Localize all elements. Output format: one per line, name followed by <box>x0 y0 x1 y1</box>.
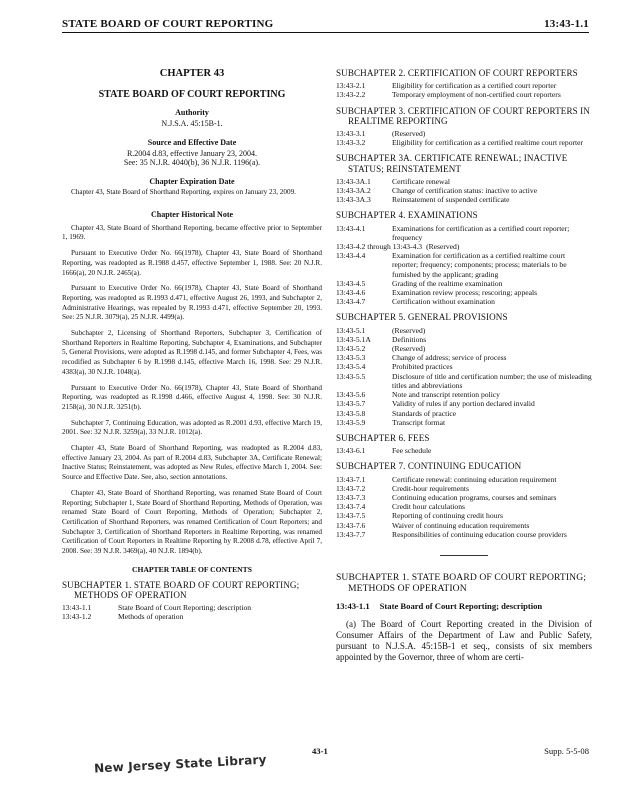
toc-entry <box>336 90 592 99</box>
history-note: Pursuant to Executive Order No. 66(1978), Chapter 43, State Board of Shorthand Reporting, was readopted as R.1988 d.457, effective September 1, 1988. See: 20 N.J.R. 1666(a), 20 N.J.R. 2465(a). <box>62 249 322 277</box>
toc-entry-text: Change of address; service of process <box>392 353 507 363</box>
toc-entry-text: Credit-hour requirements <box>392 483 469 493</box>
toc-entry-number: 13:43-7.7 <box>336 529 366 539</box>
history-note: Chapter 43, State Board of Shorthand Reporting, became effective prior to September 1, 1969. <box>62 223 322 242</box>
toc-entry-text: Examinations for certification as a certified court reporter; frequency <box>392 223 570 242</box>
supplement-date: Supp. 5-5-08 <box>544 746 589 756</box>
toc-subchapter-heading: SUBCHAPTER 3. CERTIFICATION OF COURT REPORTERS IN REALTIME REPORTING <box>336 105 590 126</box>
toc-entry-number: 13:43-3A.3 <box>336 195 371 205</box>
chapter-title: CHAPTER 43 <box>159 68 225 79</box>
toc-entry <box>336 409 592 418</box>
toc-entry-number: 13:43-5.4 <box>336 362 366 372</box>
divider-rule <box>440 555 488 556</box>
toc-entry-number: 13:43-5.5 <box>336 371 366 381</box>
history-note: Subchapter 2, Licensing of Shorthand Reporters, Subchapter 3, Certification of Shorthand Reporters in Realtime Reporting, Subchapter 4, Examinations, and Subchapter 5, General Provisions, were adopted as R.1998 d.145, and former Subchapter 4, Fees, was recodified as Subchapter 6 by R.1998 d.145, effective March 16, 1998. See: 29 N.J.R. 4383(a), 30 N.J.R. 1048(a). <box>62 329 322 376</box>
toc-entry-text: (Reserved) <box>392 325 426 335</box>
toc-entry-number: 13:43-3A.1 <box>336 176 371 186</box>
toc-subchapter-heading: SUBCHAPTER 7. CONTINUING EDUCATION <box>336 461 522 472</box>
toc-entry <box>336 81 592 90</box>
section-number: 13:43-1.1 <box>336 600 370 611</box>
toc-subchapter-heading: SUBCHAPTER 5. GENERAL PROVISIONS <box>336 312 508 323</box>
toc-entry <box>336 446 592 455</box>
history-heading: Chapter Historical Note <box>150 209 234 219</box>
toc-entry-number: 13:43-3A.2 <box>336 186 371 196</box>
toc-subchapter-1: SUBCHAPTER 1. STATE BOARD OF COURT REPORTING; METHODS OF OPERATION <box>62 579 300 600</box>
toc-entry-number: 13:43-7.2 <box>336 483 366 493</box>
header-section-number: 13:43-1.1 <box>544 18 589 30</box>
toc-entry-text: Examination for certification as a certified realtime court reporter; frequency; components; process; materials to be furnished by the applicant; grading <box>392 251 567 279</box>
history-note: Pursuant to Executive Order No. 66(1978), Chapter 43, State Board of Shorthand Reporting, was readopted as R.1998 d.466, effective August 4, 1998. See: 30 N.J.R. 2158(a), 30 N.J.R. 3251(b). <box>62 383 322 411</box>
toc-entry-number: 13:43-4.2 through 13:43-4.3 <box>336 242 423 252</box>
toc-entry-number: 13:43-5.3 <box>336 353 366 363</box>
toc-entry <box>336 530 592 539</box>
toc-entry-text: Eligibility for certification as a certified court reporter <box>392 81 557 91</box>
toc-entry <box>62 612 322 621</box>
toc-entry-number: 13:43-7.3 <box>336 492 366 502</box>
toc-entry-text: Disclosure of title and certification number; the use of misleading titles and abbreviations <box>392 371 592 390</box>
toc-entry-text: Prohibited practices <box>392 362 453 372</box>
toc-entry-text: Examination review process; rescoring; appeals <box>392 288 538 298</box>
section-heading <box>336 601 592 611</box>
toc-entry-text: Certificate renewal: continuing education requirement <box>392 474 557 484</box>
toc-entry <box>336 186 592 195</box>
history-note: Subchapter 7, Continuing Education, was adopted as R.2001 d.93, effective March 19, 2001. See: 32 N.J.R. 3259(a), 33 N.J.R. 1012(a). <box>62 418 322 437</box>
toc-entry-number: 13:43-4.4 <box>336 251 366 261</box>
source-line-1: R.2004 d.83, effective January 23, 2004. <box>126 149 258 158</box>
toc-entry-number: 13:43-5.1A <box>336 334 371 344</box>
toc-continued <box>336 68 592 545</box>
toc-entry-text: (Reserved) <box>392 344 426 354</box>
toc-entry <box>336 502 592 511</box>
history-note: Pursuant to Executive Order No. 66(1978), Chapter 43, State Board of Shorthand Reporting, was readopted as R.1993 d.471, effective August 26, 1993, and Subchapter 2, Administrative Hearings, was repealed by R.1993 d.471, effective September 20, 1993. See: 25 N.J.R. 3079(a), 25 N.J.R. 4499(a). <box>62 284 322 322</box>
toc-entry <box>336 251 592 279</box>
toc-entry-text: Fee schedule <box>392 446 432 456</box>
authority-text: N.J.S.A. 45:15B-1. <box>161 119 223 128</box>
section-paragraph-a: (a) The Board of Court Reporting created in the Division of Consumer Affairs of the Department of Law and Public Safety, pursuant to N.J.S.A. 45:15B-1 et seq., consists of six members appointed by the Governor, three of whom are certi- <box>336 618 592 663</box>
toc-entry <box>336 224 592 242</box>
toc-entry <box>336 344 592 353</box>
toc-entry-text: Standards of practice <box>392 408 457 418</box>
body-subchapter-heading: SUBCHAPTER 1. STATE BOARD OF COURT REPORTING; METHODS OF OPERATION <box>336 571 587 595</box>
toc-entry-number: 13:43-7.6 <box>336 520 366 530</box>
toc-entry-number: 13:43-3.2 <box>336 138 366 148</box>
toc-entry-text: Continuing education programs, courses and seminars <box>392 492 557 502</box>
toc-entry <box>336 372 592 390</box>
toc-entry-number: 13:43-5.1 <box>336 325 366 335</box>
toc-entry-number: 13:43-5.2 <box>336 344 366 354</box>
toc-subchapter-heading: SUBCHAPTER 4. EXAMINATIONS <box>336 210 478 221</box>
toc-heading: CHAPTER TABLE OF CONTENTS <box>132 564 252 574</box>
toc-entry-number: 13:43-7.1 <box>336 474 366 484</box>
toc-entry <box>336 390 592 399</box>
toc-entry <box>336 195 592 204</box>
toc-entry-number: 13:43-4.6 <box>336 288 366 298</box>
toc-entry-number: 13:43-2.1 <box>336 81 366 91</box>
toc-entry-text: Temporary employment of non-certified court reporters <box>392 90 561 100</box>
toc-entry-text: Waiver of continuing education requirements <box>392 520 530 530</box>
toc-entry <box>336 475 592 484</box>
toc-entry-text: Grading of the realtime examination <box>392 278 503 288</box>
toc-entry-number: 13:43-4.7 <box>336 297 366 307</box>
toc-entry-number: 13:43-5.6 <box>336 390 366 400</box>
toc-entry <box>62 603 322 612</box>
toc-entry-text: Certification without examination <box>392 297 495 307</box>
toc-entry-text: Eligibility for certification as a certified realtime court reporter <box>392 138 584 148</box>
library-stamp: New Jersey State Library <box>93 752 267 776</box>
toc-entry-number: 13:43-4.5 <box>336 278 366 288</box>
toc-entry <box>336 399 592 408</box>
toc-subchapter-heading: SUBCHAPTER 3A. CERTIFICATE RENEWAL; INACTIVE STATUS; REINSTATEMENT <box>336 153 568 174</box>
toc-entry-number: 13:43-5.7 <box>336 399 366 409</box>
toc-entry <box>336 521 592 530</box>
toc-subchapter-heading: SUBCHAPTER 6. FEES <box>336 432 430 443</box>
toc-entry-number: 13:43-7.5 <box>336 511 366 521</box>
toc-entry-text: (Reserved) <box>392 129 426 139</box>
toc-entry <box>336 484 592 493</box>
source-line-2: See: 35 N.J.R. 4040(b), 36 N.J.R. 1196(a). <box>123 158 261 167</box>
toc-entry <box>336 418 592 427</box>
header-title: STATE BOARD OF COURT REPORTING <box>62 18 274 30</box>
toc-entry-text: Reinstatement of suspended certificate <box>392 195 510 205</box>
section-title: State Board of Court Reporting; description <box>379 600 543 611</box>
board-title: STATE BOARD OF COURT REPORTING <box>98 89 286 100</box>
toc-entry-number: 13:43-5.8 <box>336 408 366 418</box>
expiration-heading: Chapter Expiration Date <box>149 177 235 186</box>
toc-entry-text: Credit hour calculations <box>392 502 465 512</box>
toc-entry-text: Certificate renewal <box>392 176 450 186</box>
toc-entry-text: State Board of Court Reporting; description <box>118 603 252 613</box>
toc-entry-text: Reporting of continuing credit hours <box>392 511 503 521</box>
toc-entry-number: 13:43-3.1 <box>336 129 366 139</box>
toc-entry-text: Change of certification status: inactive to active <box>392 186 538 196</box>
toc-entry <box>336 288 592 297</box>
toc-entry <box>336 511 592 520</box>
history-note: Chapter 43, State Board of Shorthand Reporting, was renamed State Board of Court Reporting; Subchapter 1, State Board of Shorthand Reporting, Methods of Operation, was renamed State Board of Court Reporting, Methods of Operation; Subchapter 2, Certification of Shorthand Reporters, was renamed Certification of Court Reporters; and Subchapter 3, Certification of Shorthand Reporters in Realtime Reporting, was renamed Certification of Court Reporters in Realtime Reporting by R.2008 d.78, effective April 7, 2008. See: 39 N.J.R. 3469(a), 40 N.J.R. 1894(b). <box>62 488 322 556</box>
toc-entry-text: Methods of operation <box>118 612 184 622</box>
toc-entry-text: (Reserved) <box>426 242 460 252</box>
expiration-text: Chapter 43, State Board of Shorthand Reporting, expires on January 23, 2009. <box>71 188 296 196</box>
running-header <box>62 16 589 33</box>
toc-entry-number: 13:43-6.1 <box>336 446 366 456</box>
toc-entry-number: 13:43-1.1 <box>62 603 92 613</box>
authority-heading: Authority <box>175 108 209 117</box>
page-footer <box>0 746 589 760</box>
toc-entry-number: 13:43-5.9 <box>336 417 366 427</box>
toc-entry <box>336 129 592 138</box>
right-column <box>336 68 592 664</box>
toc-entry-text: Responsibilities of continuing education course providers <box>392 529 567 539</box>
history-note: Chapter 43, State Board of Shorthand Reporting, was readopted as R.2004 d.83, effective January 23, 2004. As part of R.2004 d.83, Subchapter 3A, Certificate Renewal; Inactive Status; Reinstatement, was adopted as New Rules, effective March 1, 2004. See: Source and Effective Date. See, also, section annotations. <box>62 444 322 482</box>
toc-entry <box>336 353 592 362</box>
page-number: 43-1 <box>312 746 328 756</box>
toc-entry-text: Note and transcript retention policy <box>392 390 500 400</box>
toc-entry <box>336 242 592 251</box>
toc-entry <box>336 362 592 371</box>
toc-entry-number: 13:43-1.2 <box>62 612 92 622</box>
toc-entry <box>336 297 592 306</box>
toc-entry <box>336 279 592 288</box>
source-heading: Source and Effective Date <box>147 138 237 147</box>
toc-entry-text: Validity of rules if any portion declared invalid <box>392 399 535 409</box>
toc-entry <box>336 177 592 186</box>
toc-entry <box>336 138 592 147</box>
toc-entry-number: 13:43-2.2 <box>336 90 366 100</box>
toc-entry-number: 13:43-4.1 <box>336 223 366 233</box>
toc-entry <box>336 326 592 335</box>
left-column <box>62 68 322 622</box>
history-notes <box>62 224 322 557</box>
toc-entry-text: Transcript format <box>392 417 446 427</box>
toc-entry <box>336 335 592 344</box>
toc-entry <box>336 493 592 502</box>
toc-entry-number: 13:43-7.4 <box>336 502 366 512</box>
toc-subchapter-heading: SUBCHAPTER 2. CERTIFICATION OF COURT REPORTERS <box>336 68 578 78</box>
toc-entry-text: Definitions <box>392 334 427 344</box>
